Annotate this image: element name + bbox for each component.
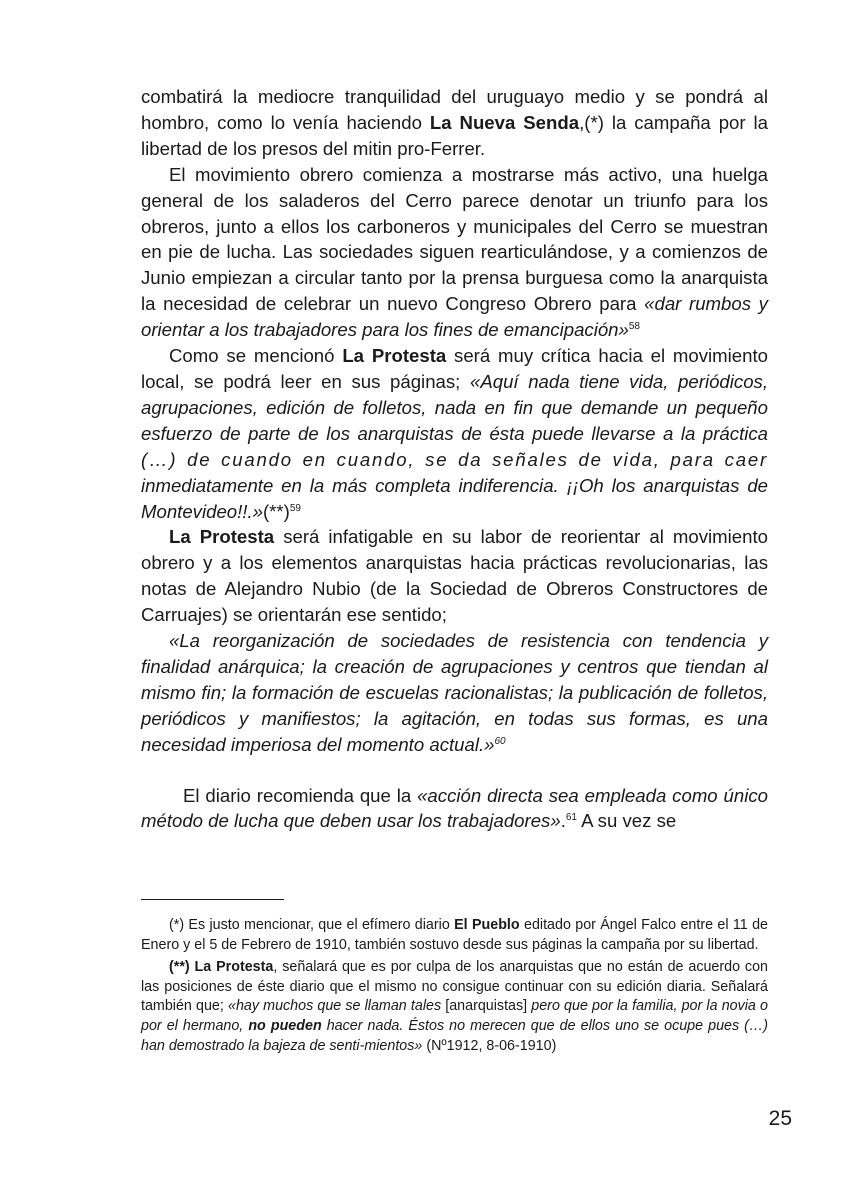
bold-title-la-protesta: La Protesta	[169, 526, 275, 548]
paragraph-2	[141, 162, 768, 343]
block-quote	[141, 628, 768, 758]
italic-quote: «hay muchos que se llaman tales	[228, 998, 442, 1015]
footnote-ref-58: 58	[628, 321, 640, 333]
italic-quote: (…) de cuando en cuando, se da señales de vida, para caer	[141, 448, 768, 470]
footnote-ref-61: 61	[565, 812, 577, 824]
italic-quote: «acción directa sea empleada como único método de lucha que deben usar los trabajadores»	[141, 784, 768, 832]
bold-title-la-protesta: (**) La Protesta	[169, 959, 274, 976]
italic-quote: «La reorganización de sociedades de resistencia con tendencia y finalidad anárquica; la creación de agrupaciones y centros que tiendan al mismo fin; la formación de escuelas racionalistas; la publicación de folletos, periódicos y manifiestos; la agitación, en todas sus formas, es una necesidad imperiosa del momento actual.»	[141, 630, 768, 755]
text-run: Como se mencionó	[169, 345, 343, 367]
text-run: (*) Es justo mencionar, que el efímero diario	[169, 917, 455, 933]
text-run: El diario recomienda que la	[183, 784, 418, 806]
text-run: A su vez se	[576, 810, 677, 832]
paragraph-6	[141, 783, 768, 835]
italic-quote: «Aquí nada tiene vida, periódicos, agrupaciones, edición de folletos, nada en fin que demande un pequeño esfuerzo de parte de los anarquistas de ésta puede llevarse a la práctica	[141, 370, 768, 444]
bold-italic-emphasis: no pueden	[248, 1017, 322, 1034]
paragraph-3	[141, 343, 768, 524]
footnote-2	[141, 958, 768, 1056]
text-run: editado por Ángel Falco entre el 11 de Enero y el 5 de Febrero de 1910, también sostuvo desde sus páginas la campaña por su libertad.	[141, 917, 768, 953]
italic-quote: hacer nada. Éstos no merecen que de ellos uno se ocupe pues (…) han demostrado la bajeza de senti-mientos»	[141, 1017, 768, 1054]
bold-title-la-nueva-senda: La Nueva Senda	[429, 111, 580, 133]
page-body	[141, 84, 768, 834]
footnote-ref-59: 59	[289, 502, 301, 514]
footnotes	[141, 916, 768, 1059]
page-number: 25	[768, 1107, 792, 1130]
text-run: , señalará que es por culpa de los anarquistas que no están de acuerdo con las posiciones de éste diario que el mismo no consigue continuar con su edición diaria. Señalará también que;	[141, 959, 768, 1015]
text-run: [anarquistas]	[441, 998, 532, 1015]
italic-quote: inmediatamente en la más completa indiferencia. ¡¡Oh los anarquistas de Montevideo!!.»	[141, 474, 768, 522]
footnote-marker: (**)	[262, 500, 290, 522]
text-run: .	[560, 810, 566, 832]
citation: (Nº1912, 8-06-1910)	[422, 1037, 557, 1054]
footnote-divider	[141, 899, 284, 900]
paragraph-1	[141, 84, 768, 162]
paragraph-4	[141, 524, 768, 628]
italic-quote: pero que por la familia, por la novia o por el hermano,	[141, 998, 768, 1034]
footnote-ref-60: 60	[494, 735, 506, 747]
bold-title-la-protesta: La Protesta	[342, 345, 447, 367]
bold-title-el-pueblo: El Pueblo	[454, 917, 520, 933]
text-run: será muy crítica hacia el movimiento local, se podrá leer en sus páginas;	[141, 345, 768, 392]
text-run: será infatigable en su labor de reorientar al movimiento obrero y a los elementos anarquistas hacia prácticas revolucionarias, las notas de Alejandro Nubio (de la Sociedad de Obreros Constructores de Carruajes) se orientarán ese sentido;	[141, 526, 768, 626]
text-run: combatirá la mediocre tranquilidad del uruguayo medio y se pondrá al hombro, como lo venía haciendo	[141, 86, 768, 133]
italic-quote: «dar rumbos y orientar a los trabajadores para los fines de emancipación»	[141, 293, 768, 341]
footnote-1	[141, 916, 768, 955]
text-run: El movimiento obrero comienza a mostrarse más activo, una huelga general de los saladeros del Cerro parece denotar un triunfo para los obreros, junto a ellos los carboneros y municipales del Cerro se muestran en pie de lucha. Las sociedades siguen rearticulándose, y a comienzos de Junio empiezan a circular tanto por la prensa burguesa como la anarquista la necesidad de celebrar un nuevo Congreso Obrero para	[141, 163, 768, 315]
text-run: ,(*) la campaña por la libertad de los presos del mitin pro-Ferrer.	[141, 111, 768, 159]
